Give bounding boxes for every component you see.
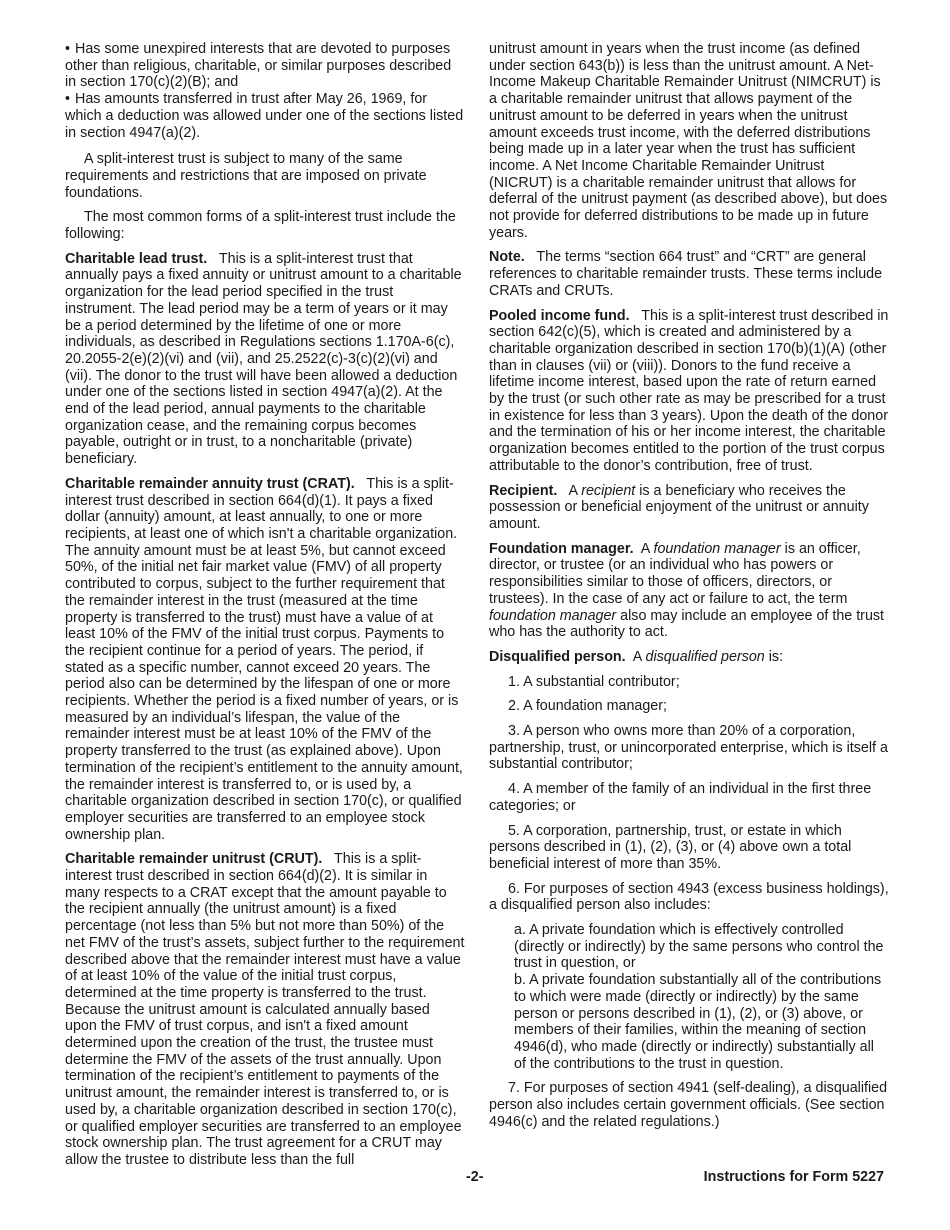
term-heading: Note. bbox=[489, 249, 525, 266]
paragraph-crut-continued: unitrust amount in years when the trust income (as defined under section 643(b)) is less than the unitrust amount. A Net-Income Makeup Charitable Remainder Unitrust (NIMCRUT) is a charitable remainder unitrust that allows payment of the unitrust amount to be deferred in years when the unitrust amount exceeds trust income, with the deferred distributions being made up in a later year when the trust has sufficient income. A Net Income Charitable Remainder Unitrust (NICRUT) is a charitable remainder unitrust that allows for deferral of the unitrust payment (as described above), but does not provide for deferred distributions to be made up in future years. bbox=[489, 41, 888, 241]
term-heading: Charitable lead trust. bbox=[65, 250, 208, 267]
list-item: 2. A foundation manager; bbox=[508, 698, 667, 715]
section-recipient: Recipient. A recipient is a beneficiary who receives the possession or beneficial enjoyment of the unitrust or annuity amount. bbox=[489, 482, 869, 532]
term-heading: Charitable remainder annuity trust (CRAT). bbox=[65, 475, 355, 492]
list-item: 6. For purposes of section 4943 (excess business holdings), a disqualified person also includes: bbox=[489, 880, 889, 914]
section-disqualified-person: Disqualified person. A disqualified person is: bbox=[489, 648, 784, 665]
sub-list-item: b. A private foundation substantially all of the contributions to which were made (directly or indirectly) by the same person or persons described in (1), (2), or (3) above, or members of their families, within the meaning of section 4946(d), who made (directly or indirectly) substantially all of the contributions to the trust in question. bbox=[514, 972, 882, 1072]
section-crat: Charitable remainder annuity trust (CRAT). This is a split-interest trust described in section 664(d)(1). It pays a fixed dollar (annuity) amount, at least annually, to one or more recipients, at least one of which isn't a charitable organization. The annuity amount must be at least 5%, but cannot exceed 50%, of the initial net fair market value (FMV) of all property contributed to corpus, subject to the further requirement that the remainder interest in the trust (measured at the time property is transferred to the trust) must have a value of at least 10% of the FMV of the initial trust corpus. Payments to the recipient continue for a period of years. The period, if stated as a specific number, cannot exceed 20 years. The period also can be determined by the lifespan of one or more recipients. Whether the period is a fixed number of years, or is measured by an individual’s lifespan, the value of the remainder interest must be at least 10% of the FMV of the property transferred to the trust (as explained above). Upon termination of the recipient’s entitlement to the annuity amount, the remainder interest is transferred to, or is used by, a charitable organization described in section 170(c), or qualified employer securities are transferred to an employee stock ownership plan. bbox=[65, 475, 463, 843]
section-foundation-manager: Foundation manager. A foundation manager is an officer, director, or trustee (or an individual who has powers or responsibilities similar to those of officers, directors, or trustees). In the case of any act or failure to act, the term foundation manager also may include an employee of the trust who has the authority to act. bbox=[489, 540, 885, 641]
bullet-item: • Has amounts transferred in trust after May 26, 1969, for which a deduction was allowed under one of the sections listed in section 4947(a)(2). bbox=[65, 91, 465, 141]
bullet-item: • Has some unexpired interests that are devoted to purposes other than religious, charitable, or similar purposes described in section 170(c)(2)(B); and bbox=[65, 41, 465, 91]
section-charitable-lead-trust: Charitable lead trust. This is a split-interest trust that annually pays a fixed annuity or unitrust amount to a charitable organization for the lead period specified in the trust instrument. The lead period may be a term of years or it may be a period determined by the lifetime of one or more individuals, as described in Regulations sections 1.170A-6(c), 20.2055-2(e)(2)(vi) and (vii), and 25.2522(c)-3(c)(2)(vi) and (vii). The donor to the trust will have been allowed a deduction under one of the sections listed in section 4947(a)(2). At the end of the lead period, annual payments to the charitable organization cease, and the remaining corpus becomes payable, outright or in trust, to a noncharitable (private) beneficiary. bbox=[65, 250, 462, 468]
left-column bbox=[65, 41, 465, 1177]
paragraph-split-interest: A split-interest trust is subject to many of the same requirements and restrictions that are imposed on private foundations. bbox=[65, 151, 427, 201]
section-pooled-income-fund: Pooled income fund. This is a split-interest trust described in section 642(c)(5), which is created and administered by a charitable organization described in section 170(b)(1)(A) (other than in clauses (vii) or (viii)). Donors to the fund receive a lifetime income interest, based upon the rate of return earned by the trust (or such other rate as may be prescribed for a trust in existence for less than 3 years). Upon the death of the donor and the termination of his or her income interest, the charitable organization becomes entitled to the portion of the trust corpus attributable to the donor’s contribution, free of trust. bbox=[489, 307, 889, 474]
section-note: Note. The terms “section 664 trust” and “CRT” are general references to charitable remainder trusts. These terms include CRATs and CRUTs. bbox=[489, 249, 883, 299]
term-heading: Foundation manager. bbox=[489, 540, 634, 557]
right-column bbox=[489, 41, 889, 1138]
term-heading: Disqualified person. bbox=[489, 648, 626, 665]
page-number: -2- bbox=[466, 1169, 484, 1185]
list-item: 3. A person who owns more than 20% of a corporation, partnership, trust, or unincorporated enterprise, which is itself a substantial contributor; bbox=[489, 723, 888, 773]
list-item: 1. A substantial contributor; bbox=[508, 673, 680, 690]
sub-list-item: a. A private foundation which is effectively controlled (directly or indirectly) by the same persons who control the trust in question, or bbox=[514, 922, 884, 972]
term-heading: Charitable remainder unitrust (CRUT). bbox=[65, 851, 323, 868]
paragraph-common-forms: The most common forms of a split-interest trust include the following: bbox=[65, 209, 456, 243]
list-item: 4. A member of the family of an individual in the first three categories; or bbox=[489, 781, 872, 814]
term-heading: Recipient. bbox=[489, 482, 558, 499]
section-crut: Charitable remainder unitrust (CRUT). This is a split-interest trust described in section 664(d)(2). It is similar in many respects to a CRAT except that the amount payable to the recipient annually (the unitrust amount) is a fixed percentage (not less than 5% but not more than 50%) of the net FMV of the trust’s assets, subject further to the requirement described above that the remainder interest must have a value of at least 10% of the value of the initial trust corpus, determined at the time property is transferred to the trust. Because the unitrust amount is calculated annually based upon the FMV of trust corpus, and isn't a fixed amount determined upon the creation of the trust, the trustee must determine the FMV of the assets of the trust annually. Upon termination of the recipient’s entitlement to payments of the unitrust amount, the remainder interest is transferred to, or is used by, a charitable organization described in section 170(c), or qualified employer securities are transferred to an employee stock ownership plan. The trust agreement for a CRUT may allow the trustee to distribute less than the full bbox=[65, 851, 465, 1168]
term-heading: Pooled income fund. bbox=[489, 307, 630, 324]
form-name: Instructions for Form 5227 bbox=[703, 1169, 884, 1185]
list-item: 7. For purposes of section 4941 (self-dealing), a disqualified person also includes certain government officials. (See section 4946(c) and the related regulations.) bbox=[489, 1080, 888, 1130]
list-item: 5. A corporation, partnership, trust, or estate in which persons described in (1), (2), (3), or (4) above own a total beneficial interest of more than 35%. bbox=[489, 822, 852, 872]
